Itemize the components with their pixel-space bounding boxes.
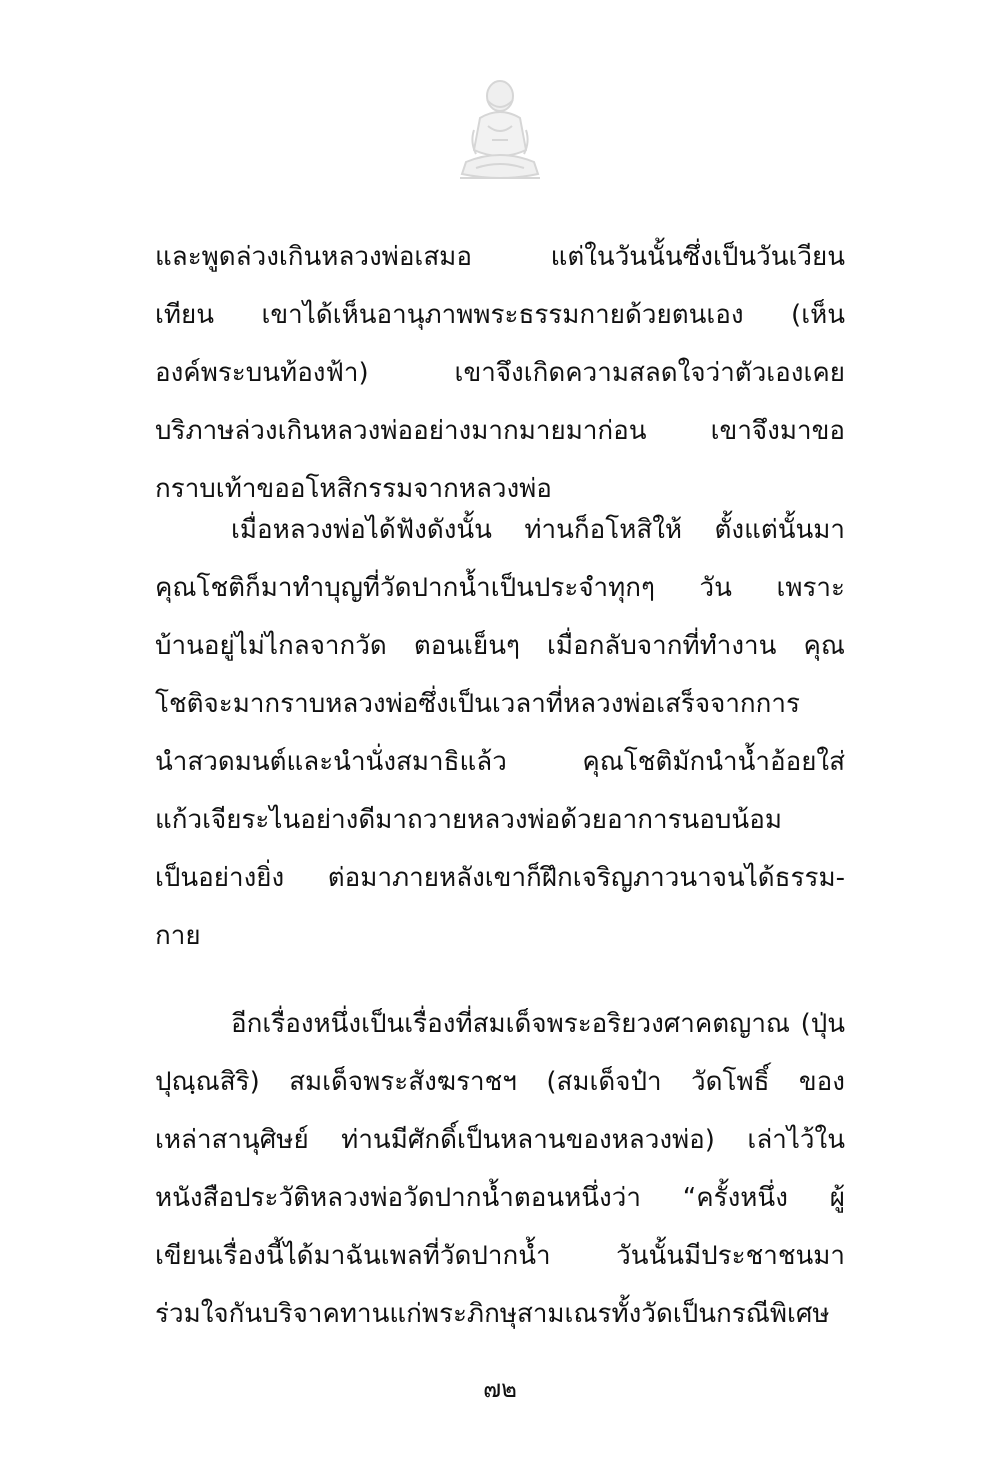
text-line: องค์พระบนท้องฟ้า) เขาจึงเกิดความสลดใจว่าตัวเองเคย [155,358,845,388]
text-line: คุณโชติก็มาทำบุญที่วัดปากน้ำเป็นประจำทุกๆ วัน เพราะ [155,573,845,603]
paragraph-2 [155,501,845,965]
text-line: แก้วเจียระไนอย่างดีมาถวายหลวงพ่อด้วยอาการนอบน้อม [155,805,782,835]
text-line: ร่วมใจกันบริจาคทานแก่พระภิกษุสามเณรทั้งวัดเป็นกรณีพิเศษ [155,1299,830,1329]
text-line: บ้านอยู่ไม่ไกลจากวัด ตอนเย็นๆ เมื่อกลับจากที่ทำงาน คุณ [155,631,845,661]
text-line: เขียนเรื่องนี้ได้มาฉันเพลที่วัดปากน้ำ วันนั้นมีประชาชนมา [155,1241,845,1271]
text-line: เทียน เขาได้เห็นอานุภาพพระธรรมกายด้วยตนเอง (เห็น [155,300,845,330]
text-line: และพูดล่วงเกินหลวงพ่อเสมอ แต่ในวันนั้นซึ่งเป็นวันเวียน [155,242,845,272]
text-line: บริภาษล่วงเกินหลวงพ่ออย่างมากมายมาก่อน เขาจึงมาขอ [155,416,845,446]
page-number: ๗๒ [483,1375,517,1403]
text-line: หนังสือประวัติหลวงพ่อวัดปากน้ำตอนหนึ่งว่า “ครั้งหนึ่ง ผู้ [155,1183,845,1213]
text-line: โชติจะมากราบหลวงพ่อซึ่งเป็นเวลาที่หลวงพ่อเสร็จจากการ [155,689,800,719]
text-line: อีกเรื่องหนึ่งเป็นเรื่องที่สมเด็จพระอริยวงศาคตญาณ (ปุ่น [231,1009,845,1039]
text-line: นำสวดมนต์และนำนั่งสมาธิแล้ว คุณโชติมักนำน้ำอ้อยใส่ [155,747,845,777]
seated-monk-emblem-icon [452,70,548,186]
text-line: ปุณฺณสิริ) สมเด็จพระสังฆราชฯ (สมเด็จป๋า วัดโพธิ์ ของ [155,1067,845,1097]
text-line: เมื่อหลวงพ่อได้ฟังดังนั้น ท่านก็อโหสิให้ ตั้งแต่นั้นมา [231,515,845,545]
text-line: กาย [155,921,201,951]
paragraph-3 [155,995,845,1343]
text-line: เป็นอย่างยิ่ง ต่อมาภายหลังเขาก็ฝึกเจริญภาวนาจนได้ธรรม- [155,863,845,893]
text-line: เหล่าสานุศิษย์ ท่านมีศักดิ์เป็นหลานของหลวงพ่อ) เล่าไว้ใน [155,1125,845,1155]
paragraph-1 [155,228,845,518]
text-line: กราบเท้าขออโหสิกรรมจากหลวงพ่อ [155,474,552,504]
